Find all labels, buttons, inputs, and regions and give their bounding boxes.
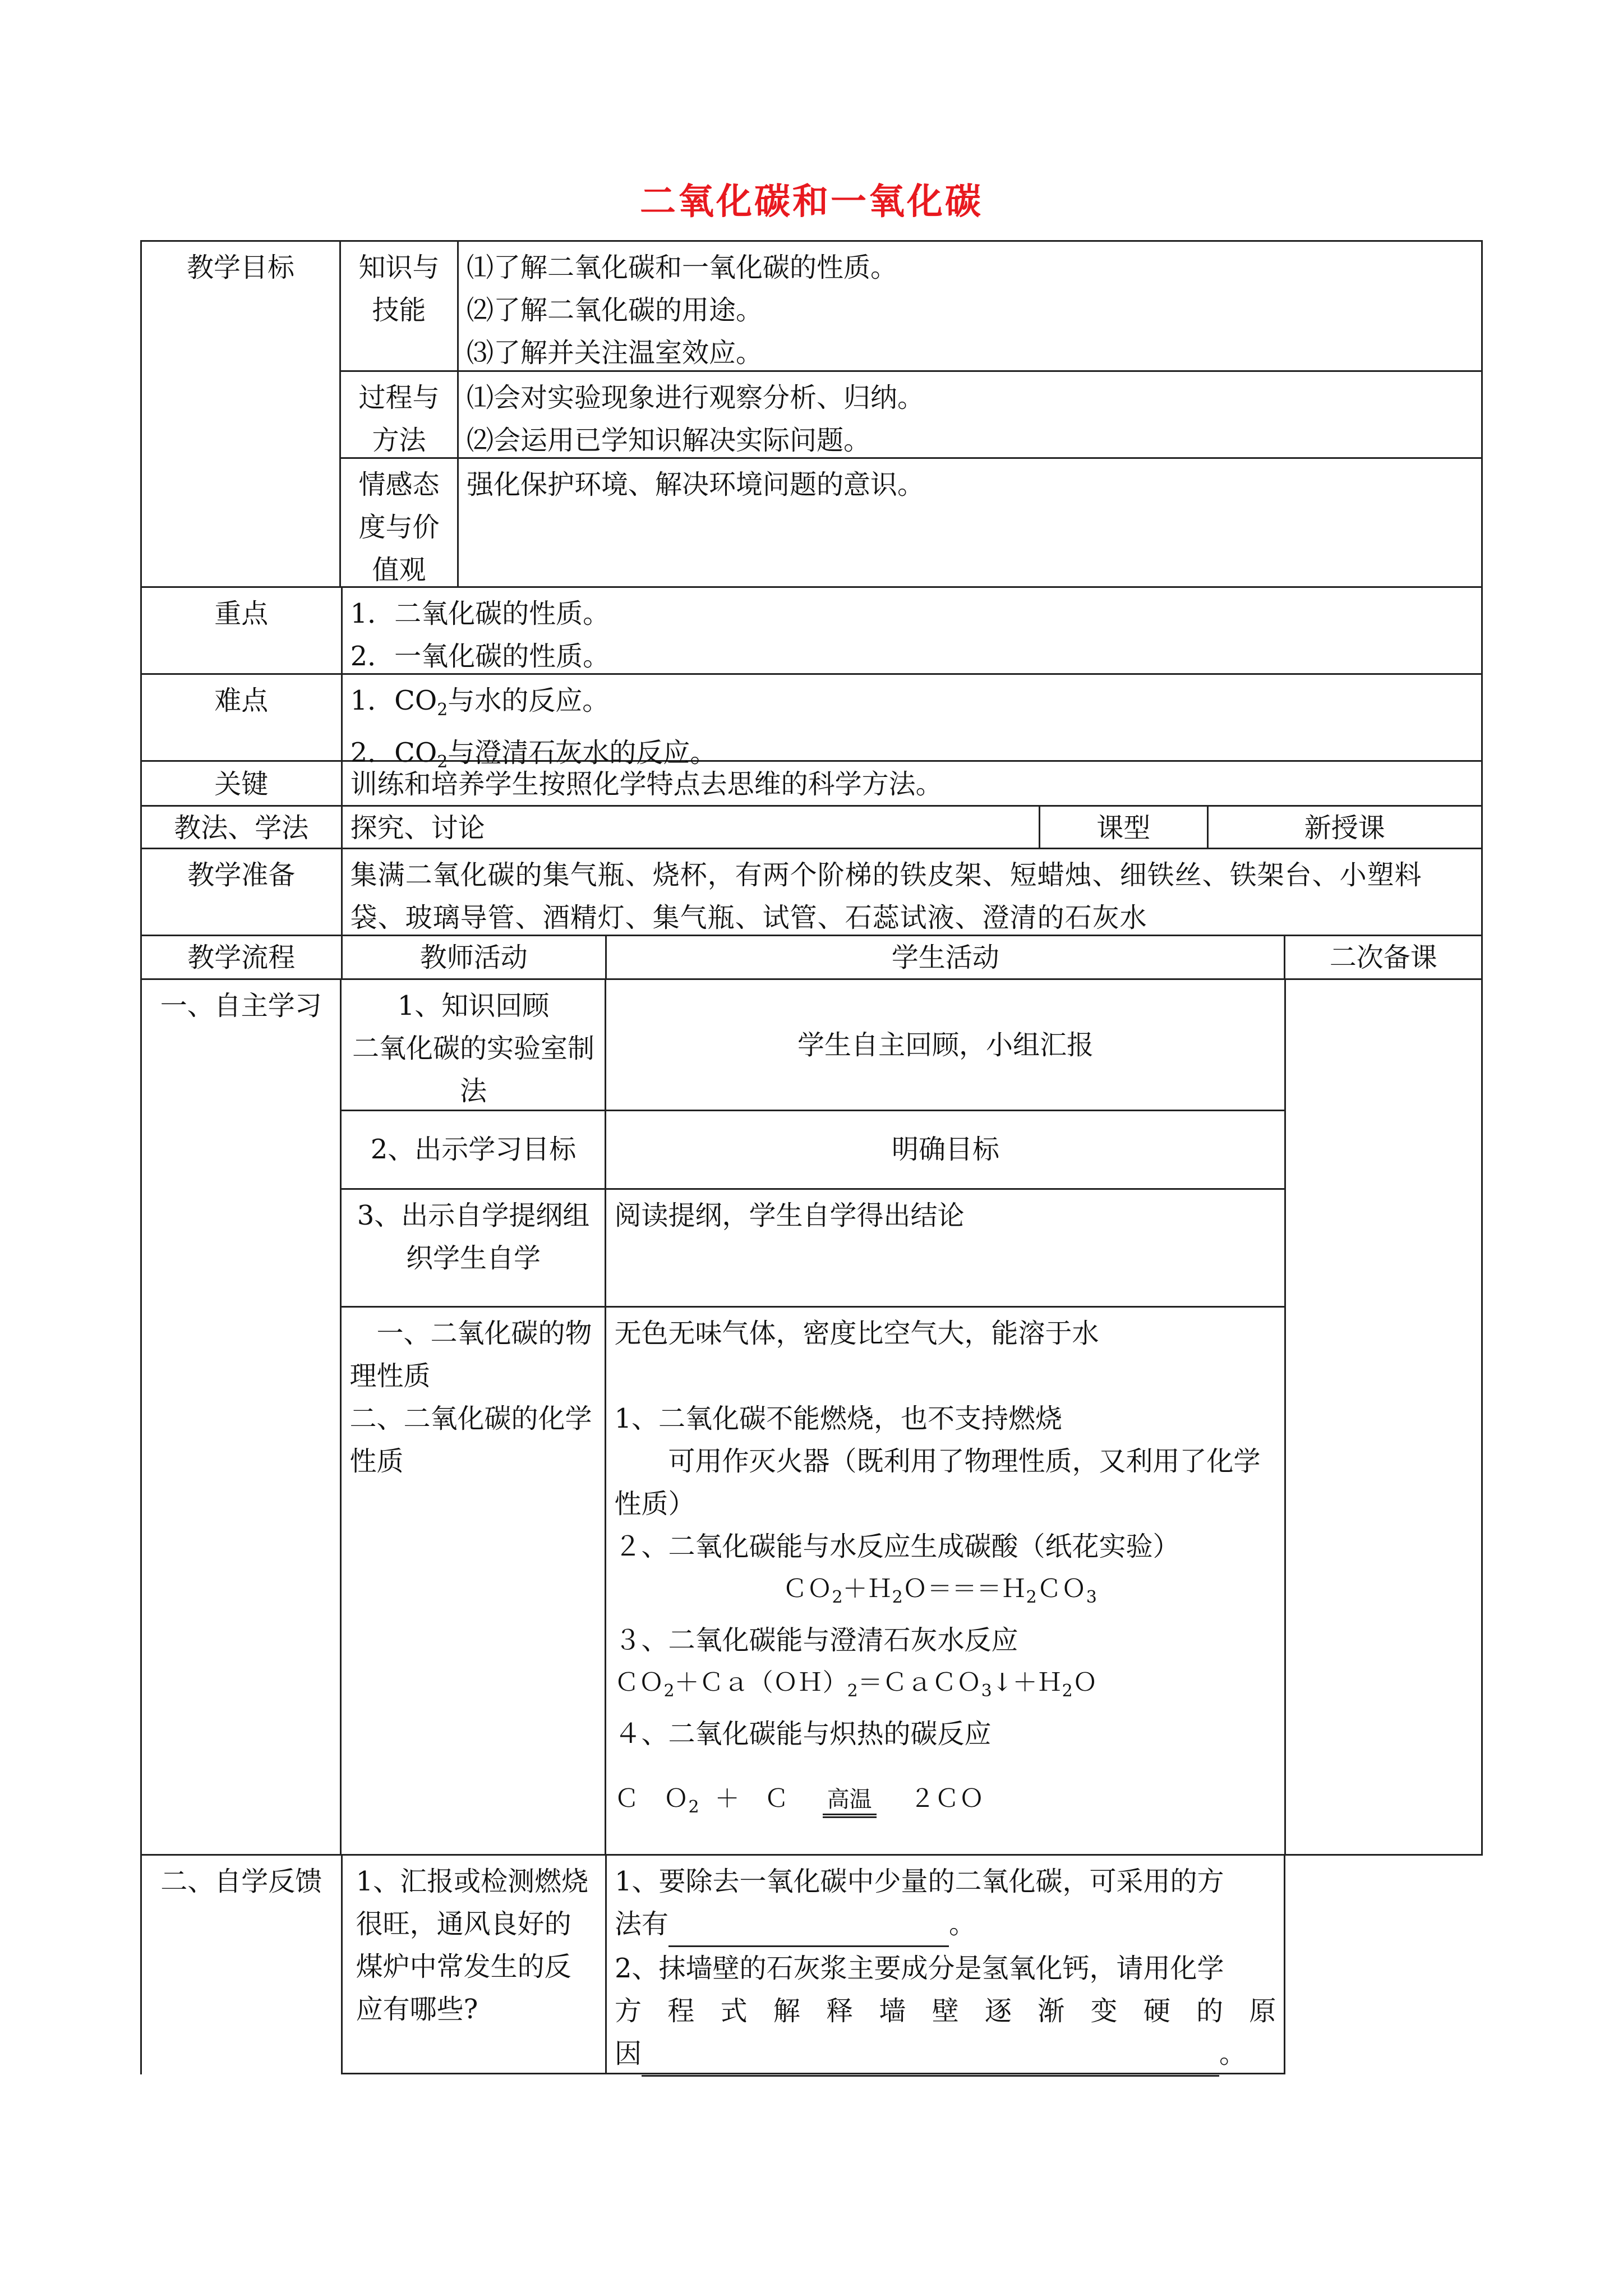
knowledge-item: ⑵了解二氧化碳的用途。 bbox=[467, 295, 763, 326]
s1-r4-teacher: 一、二氧化碳的物理性质 二、二氧化碳的化学性质 bbox=[342, 1308, 606, 1856]
s1-r2-teacher: 2、出示学习目标 bbox=[342, 1111, 606, 1190]
exercise-2: 2、抹墙壁的石灰浆主要成分是氢氧化钙，请用化学 bbox=[615, 1953, 1224, 1984]
exercise-1-cont: 法有 。 bbox=[615, 1903, 1276, 1947]
section1-stage: 一、自主学习 bbox=[142, 980, 342, 1856]
section1-row bbox=[140, 980, 1483, 1856]
chem-property-3: ３、二氧化碳能与澄清石灰水反应 bbox=[614, 1625, 1018, 1656]
process-item: ⑴会对实验现象进行观察分析、归纳。 bbox=[467, 382, 925, 413]
preparation-text: 集满二氧化碳的集气瓶、烧杯，有两个阶梯的铁皮架、短蜡烛、细铁丝、铁架台、小塑料袋、玻璃导管、酒精灯、集气瓶、试管、石蕊试液、澄清的石灰水 bbox=[343, 849, 1483, 936]
chem-property-4: ４、二氧化碳能与炽热的碳反应 bbox=[614, 1718, 992, 1750]
emotion-item: 强化保护环境、解决环境问题的意识。 bbox=[467, 469, 925, 500]
difficulties-items bbox=[343, 675, 1483, 772]
methods-text: 探究、讨论 bbox=[343, 807, 1040, 849]
preparation-label: 教学准备 bbox=[142, 849, 343, 936]
knowledge-label: 知识与技能 bbox=[341, 242, 459, 372]
methods-label: 教法、学法 bbox=[142, 807, 343, 849]
page-title: 二氧化碳和一氧化碳 bbox=[640, 181, 983, 223]
preparation-row bbox=[140, 849, 1483, 936]
s1-r3-student: 阅读提纲，学生自学得出结论 bbox=[606, 1190, 1286, 1308]
difficulties-label: 难点 bbox=[142, 675, 343, 762]
key-row bbox=[140, 762, 1483, 807]
key-points-label: 重点 bbox=[142, 588, 343, 675]
knowledge-item: ⑶了解并关注温室效应。 bbox=[467, 337, 763, 369]
s1-r1-teacher: 1、知识回顾 二氧化碳的实验室制法 bbox=[342, 980, 606, 1111]
key-point-item: 1．二氧化碳的性质。 bbox=[350, 598, 610, 629]
key-point-item: 2．一氧化碳的性质。 bbox=[350, 641, 610, 672]
equation-3: Ｃ Ｏ$_2$ ＋ Ｃ 高温 ２ＣＯ bbox=[614, 1784, 984, 1817]
section2-stage: 二、自学反馈 bbox=[142, 1856, 343, 2074]
difficulties-row bbox=[140, 675, 1483, 772]
condition-high-temp: 高温 bbox=[823, 1786, 877, 1818]
flow-teacher-header: 教师活动 bbox=[343, 936, 607, 980]
s1-r3-teacher: 3、出示自学提纲组织学生自学 bbox=[342, 1190, 606, 1308]
lesson-type-value: 新授课 bbox=[1209, 807, 1483, 849]
s1-r2-student: 明确目标 bbox=[606, 1111, 1286, 1190]
chem-property-1: 1、二氧化碳不能燃烧，也不支持燃烧 bbox=[614, 1403, 1063, 1434]
chem-property-2: ２、二氧化碳能与水反应生成碳酸（纸花实验） bbox=[614, 1531, 1180, 1562]
answer-blank-2[interactable] bbox=[642, 2032, 1219, 2077]
methods-row bbox=[140, 807, 1483, 849]
section2-row bbox=[140, 1856, 1483, 2074]
emotion-label: 情感态度与价值观 bbox=[341, 459, 459, 588]
knowledge-item: ⑴了解二氧化碳和一氧化碳的性质。 bbox=[467, 252, 898, 283]
knowledge-items bbox=[459, 242, 1483, 372]
flow-header-row bbox=[140, 936, 1483, 980]
flow-student-header: 学生活动 bbox=[607, 936, 1285, 980]
key-points-row bbox=[140, 588, 1483, 675]
process-label: 过程与方法 bbox=[341, 372, 459, 459]
exercise-2-end: 因 。 bbox=[615, 2032, 1276, 2077]
objectives-label: 教学目标 bbox=[142, 242, 341, 588]
equation-2: $CO_2+Ca(OH)_2=CaCO_3↓+H_2O$ bbox=[614, 1668, 1098, 1701]
chem-property-1-note: 可用作灭火器（既利用了物理性质，又利用了化学性质） bbox=[614, 1446, 1261, 1520]
exercise-2-cont: 方程式解释墙壁逐渐变硬的原 bbox=[615, 1995, 1276, 2027]
difficulty-item: 2．$CO_2$与澄清石灰水的反应。 bbox=[350, 737, 717, 772]
process-items bbox=[459, 372, 1483, 459]
difficulty-item: 1．$CO_2$与水的反应。 bbox=[350, 685, 610, 720]
key-points-items bbox=[343, 588, 1483, 675]
key-label: 关键 bbox=[142, 762, 343, 807]
answer-blank-1[interactable] bbox=[668, 1903, 949, 1947]
s1-r4-student bbox=[606, 1308, 1286, 1856]
equation-1: ＣＯ$_2$＋Ｈ$_2$Ｏ＝＝＝Ｈ$_2$ＣＯ$_3$ bbox=[782, 1575, 1097, 1607]
section2-second-prep bbox=[1285, 1856, 1483, 2074]
flow-second-header: 二次备课 bbox=[1285, 936, 1483, 980]
lesson-plan-table bbox=[140, 240, 1483, 2074]
objectives-row bbox=[140, 240, 1483, 588]
section2-student bbox=[607, 1856, 1285, 2074]
s1-r1-student: 学生自主回顾，小组汇报 bbox=[606, 980, 1286, 1111]
lesson-type-label: 课型 bbox=[1040, 807, 1209, 849]
process-item: ⑵会运用已学知识解决实际问题。 bbox=[467, 425, 871, 456]
section1-second-prep bbox=[1286, 980, 1483, 1856]
emotion-items bbox=[459, 459, 1483, 588]
key-text: 训练和培养学生按照化学特点去思维的科学方法。 bbox=[343, 762, 1483, 807]
exercise-1: 1、要除去一氧化碳中少量的二氧化碳，可采用的方 bbox=[615, 1866, 1224, 1897]
physical-property: 无色无味气体，密度比空气大，能溶于水 bbox=[614, 1318, 1099, 1349]
flow-stage-header: 教学流程 bbox=[142, 936, 343, 980]
section2-teacher: 1、汇报或检测燃烧很旺，通风良好的煤炉中常发生的反应有哪些? bbox=[343, 1856, 607, 2074]
